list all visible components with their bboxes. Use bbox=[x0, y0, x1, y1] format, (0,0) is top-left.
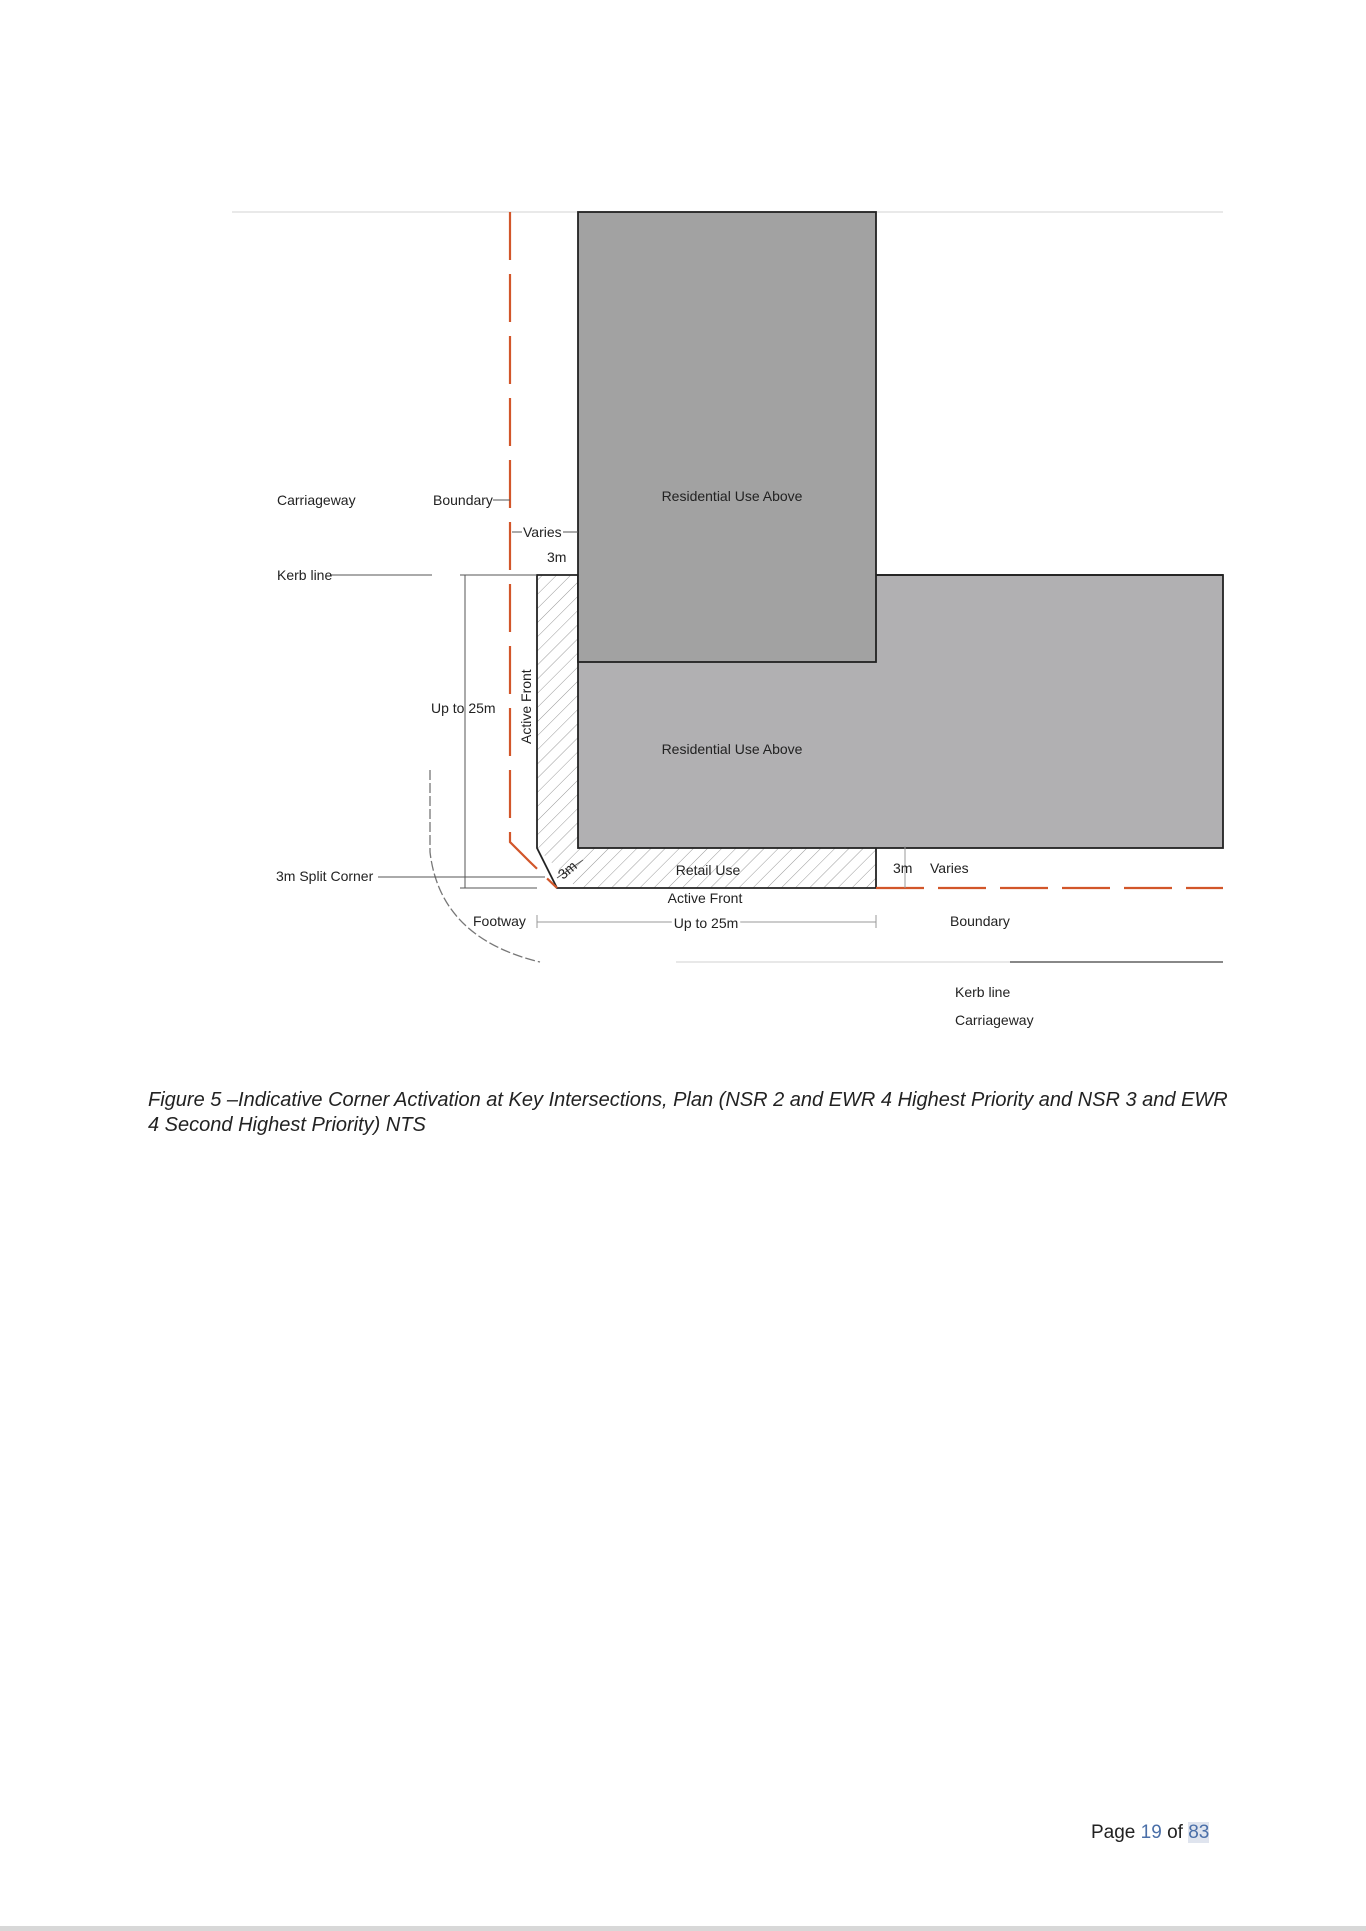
label-3m-right: 3m bbox=[893, 860, 913, 876]
label-carriageway-bottom: Carriageway bbox=[955, 1012, 1034, 1028]
footway-kerb-curve bbox=[430, 770, 540, 962]
page-total: 83 bbox=[1188, 1822, 1210, 1843]
figure-caption: Figure 5 –Indicative Corner Activation at Key Intersections, Plan (NSR 2 and EWR 4 Highest Priority and NSR 3 and EWR 4 Second Highest Priority) NTS bbox=[148, 1089, 1228, 1136]
label-varies-top: Varies bbox=[523, 524, 562, 540]
label-boundary-left: Boundary bbox=[433, 492, 493, 508]
label-up-to-25m-left: Up to 25m bbox=[431, 700, 496, 716]
page-prefix: Page bbox=[1091, 1822, 1136, 1843]
label-footway: Footway bbox=[473, 913, 526, 929]
page-of-word: of bbox=[1167, 1822, 1183, 1843]
page-number-footer bbox=[1091, 1822, 1209, 1844]
page-number: 19 bbox=[1140, 1822, 1162, 1843]
label-3m-diag: 3m bbox=[554, 857, 580, 883]
label-up-to-25m-bottom: Up to 25m bbox=[673, 915, 739, 931]
label-boundary-right: Boundary bbox=[950, 913, 1010, 929]
label-retail-use: Retail Use bbox=[675, 862, 741, 878]
label-active-front-vertical: Active Front bbox=[518, 669, 534, 744]
label-active-front-horizontal: Active Front bbox=[667, 890, 743, 906]
label-kerb-line-bottom: Kerb line bbox=[955, 984, 1011, 1000]
label-3m-top: 3m bbox=[547, 549, 567, 565]
building-upper-block bbox=[578, 212, 876, 662]
label-carriageway-top: Carriageway bbox=[277, 492, 356, 508]
label-residential-upper: Residential Use Above bbox=[661, 488, 803, 504]
label-kerb-line-top: Kerb line bbox=[277, 567, 333, 583]
label-3m-split-corner: 3m Split Corner bbox=[276, 868, 374, 884]
active-front-vertical-strip bbox=[537, 575, 578, 848]
bottom-scroll-edge bbox=[0, 1926, 1366, 1931]
label-residential-lower: Residential Use Above bbox=[661, 741, 803, 757]
label-varies-right: Varies bbox=[930, 860, 969, 876]
